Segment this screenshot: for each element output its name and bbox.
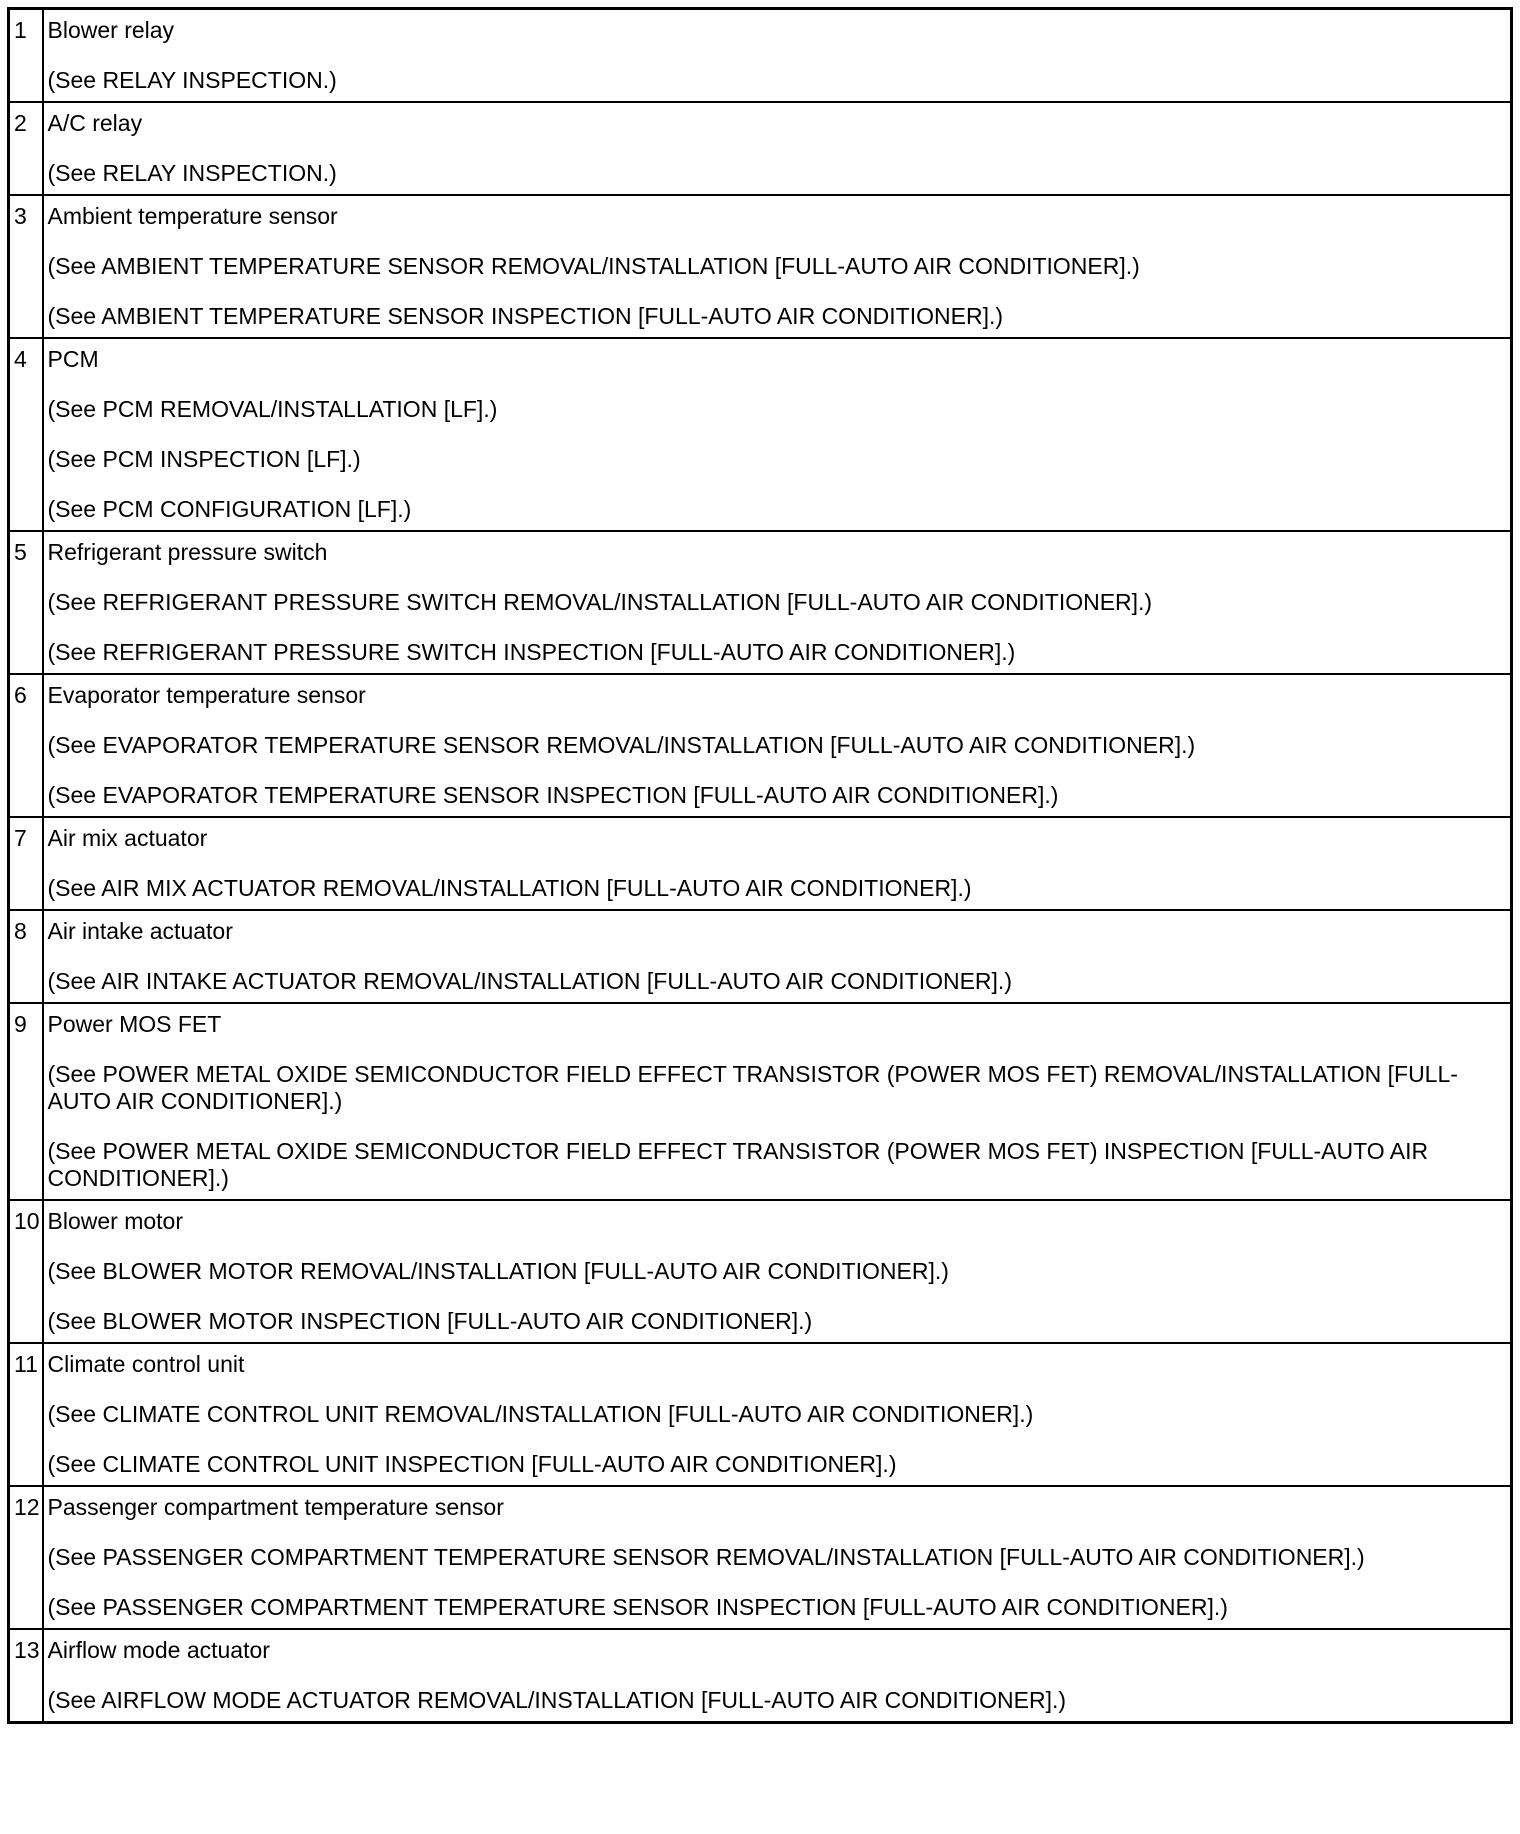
procedure-reference: (See PASSENGER COMPARTMENT TEMPERATURE SENSOR REMOVAL/INSTALLATION [FULL-AUTO AIR CONDITIONER].): [47, 1544, 1365, 1570]
part-name: Evaporator temperature sensor: [47, 682, 366, 708]
row-description: [43, 338, 1512, 531]
procedure-reference: (See PCM INSPECTION [LF].): [47, 446, 361, 472]
row-description: [43, 910, 1512, 1003]
part-name: Ambient temperature sensor: [47, 203, 338, 229]
part-name: Air mix actuator: [47, 825, 208, 851]
row-number: 7: [9, 817, 43, 910]
procedure-reference: (See AIR MIX ACTUATOR REMOVAL/INSTALLATION [FULL-AUTO AIR CONDITIONER].): [47, 875, 972, 901]
procedure-reference: (See POWER METAL OXIDE SEMICONDUCTOR FIELD EFFECT TRANSISTOR (POWER MOS FET) INSPECTION [FULL-AUTO AIR CONDITIONER].): [47, 1138, 1429, 1191]
part-name: Airflow mode actuator: [47, 1637, 270, 1663]
row-description: [43, 1200, 1512, 1343]
procedure-reference: (See AIR INTAKE ACTUATOR REMOVAL/INSTALLATION [FULL-AUTO AIR CONDITIONER].): [47, 968, 1012, 994]
part-name: A/C relay: [47, 110, 143, 136]
row-number: 5: [9, 531, 43, 674]
row-number: 9: [9, 1003, 43, 1200]
table-row: [9, 338, 1512, 531]
row-number: 4: [9, 338, 43, 531]
row-description: [43, 1343, 1512, 1486]
row-number: 10: [9, 1200, 43, 1343]
row-number: 11: [9, 1343, 43, 1486]
part-name: PCM: [47, 346, 99, 372]
procedure-reference: (See AMBIENT TEMPERATURE SENSOR INSPECTION [FULL-AUTO AIR CONDITIONER].): [47, 303, 1004, 329]
parts-reference-sheet: [7, 7, 1513, 1724]
procedure-reference: (See REFRIGERANT PRESSURE SWITCH REMOVAL/INSTALLATION [FULL-AUTO AIR CONDITIONER].): [47, 589, 1153, 615]
row-description: [43, 817, 1512, 910]
part-name: Blower motor: [47, 1208, 183, 1234]
row-description: [43, 9, 1512, 103]
table-row: [9, 674, 1512, 817]
procedure-reference: (See PASSENGER COMPARTMENT TEMPERATURE SENSOR INSPECTION [FULL-AUTO AIR CONDITIONER].): [47, 1594, 1228, 1620]
procedure-reference: (See POWER METAL OXIDE SEMICONDUCTOR FIELD EFFECT TRANSISTOR (POWER MOS FET) REMOVAL/INSTALLATION [FULL-AUTO AIR CONDITIONER].): [47, 1061, 1458, 1114]
procedure-reference: (See RELAY INSPECTION.): [47, 67, 337, 93]
table-row: [9, 1003, 1512, 1200]
procedure-reference: (See CLIMATE CONTROL UNIT INSPECTION [FULL-AUTO AIR CONDITIONER].): [47, 1451, 897, 1477]
table-row: [9, 1200, 1512, 1343]
parts-table-body: [9, 9, 1512, 1723]
procedure-reference: (See REFRIGERANT PRESSURE SWITCH INSPECTION [FULL-AUTO AIR CONDITIONER].): [47, 639, 1016, 665]
row-description: [43, 102, 1512, 195]
procedure-reference: (See BLOWER MOTOR REMOVAL/INSTALLATION [FULL-AUTO AIR CONDITIONER].): [47, 1258, 949, 1284]
table-row: [9, 195, 1512, 338]
part-name: Power MOS FET: [47, 1011, 222, 1037]
row-description: [43, 195, 1512, 338]
procedure-reference: (See CLIMATE CONTROL UNIT REMOVAL/INSTALLATION [FULL-AUTO AIR CONDITIONER].): [47, 1401, 1034, 1427]
part-name: Climate control unit: [47, 1351, 245, 1377]
row-description: [43, 1486, 1512, 1629]
row-number: 12: [9, 1486, 43, 1629]
procedure-reference: (See EVAPORATOR TEMPERATURE SENSOR INSPECTION [FULL-AUTO AIR CONDITIONER].): [47, 782, 1059, 808]
table-row: [9, 1343, 1512, 1486]
table-row: [9, 1486, 1512, 1629]
procedure-reference: (See PCM CONFIGURATION [LF].): [47, 496, 412, 522]
procedure-reference: (See BLOWER MOTOR INSPECTION [FULL-AUTO AIR CONDITIONER].): [47, 1308, 813, 1334]
row-number: 2: [9, 102, 43, 195]
row-number: 6: [9, 674, 43, 817]
row-description: [43, 1003, 1512, 1200]
row-description: [43, 1629, 1512, 1723]
row-description: [43, 674, 1512, 817]
procedure-reference: (See PCM REMOVAL/INSTALLATION [LF].): [47, 396, 498, 422]
row-number: 13: [9, 1629, 43, 1723]
row-number: 3: [9, 195, 43, 338]
table-row: [9, 102, 1512, 195]
row-description: [43, 531, 1512, 674]
row-number: 8: [9, 910, 43, 1003]
part-name: Air intake actuator: [47, 918, 233, 944]
part-name: Refrigerant pressure switch: [47, 539, 328, 565]
table-row: [9, 817, 1512, 910]
table-row: [9, 1629, 1512, 1723]
part-name: Passenger compartment temperature sensor: [47, 1494, 504, 1520]
procedure-reference: (See AMBIENT TEMPERATURE SENSOR REMOVAL/INSTALLATION [FULL-AUTO AIR CONDITIONER].): [47, 253, 1140, 279]
parts-table: [7, 7, 1513, 1724]
row-number: 1: [9, 9, 43, 103]
procedure-reference: (See EVAPORATOR TEMPERATURE SENSOR REMOVAL/INSTALLATION [FULL-AUTO AIR CONDITIONER].): [47, 732, 1196, 758]
table-row: [9, 910, 1512, 1003]
table-row: [9, 9, 1512, 103]
table-row: [9, 531, 1512, 674]
procedure-reference: (See RELAY INSPECTION.): [47, 160, 337, 186]
procedure-reference: (See AIRFLOW MODE ACTUATOR REMOVAL/INSTALLATION [FULL-AUTO AIR CONDITIONER].): [47, 1687, 1067, 1713]
part-name: Blower relay: [47, 17, 175, 43]
